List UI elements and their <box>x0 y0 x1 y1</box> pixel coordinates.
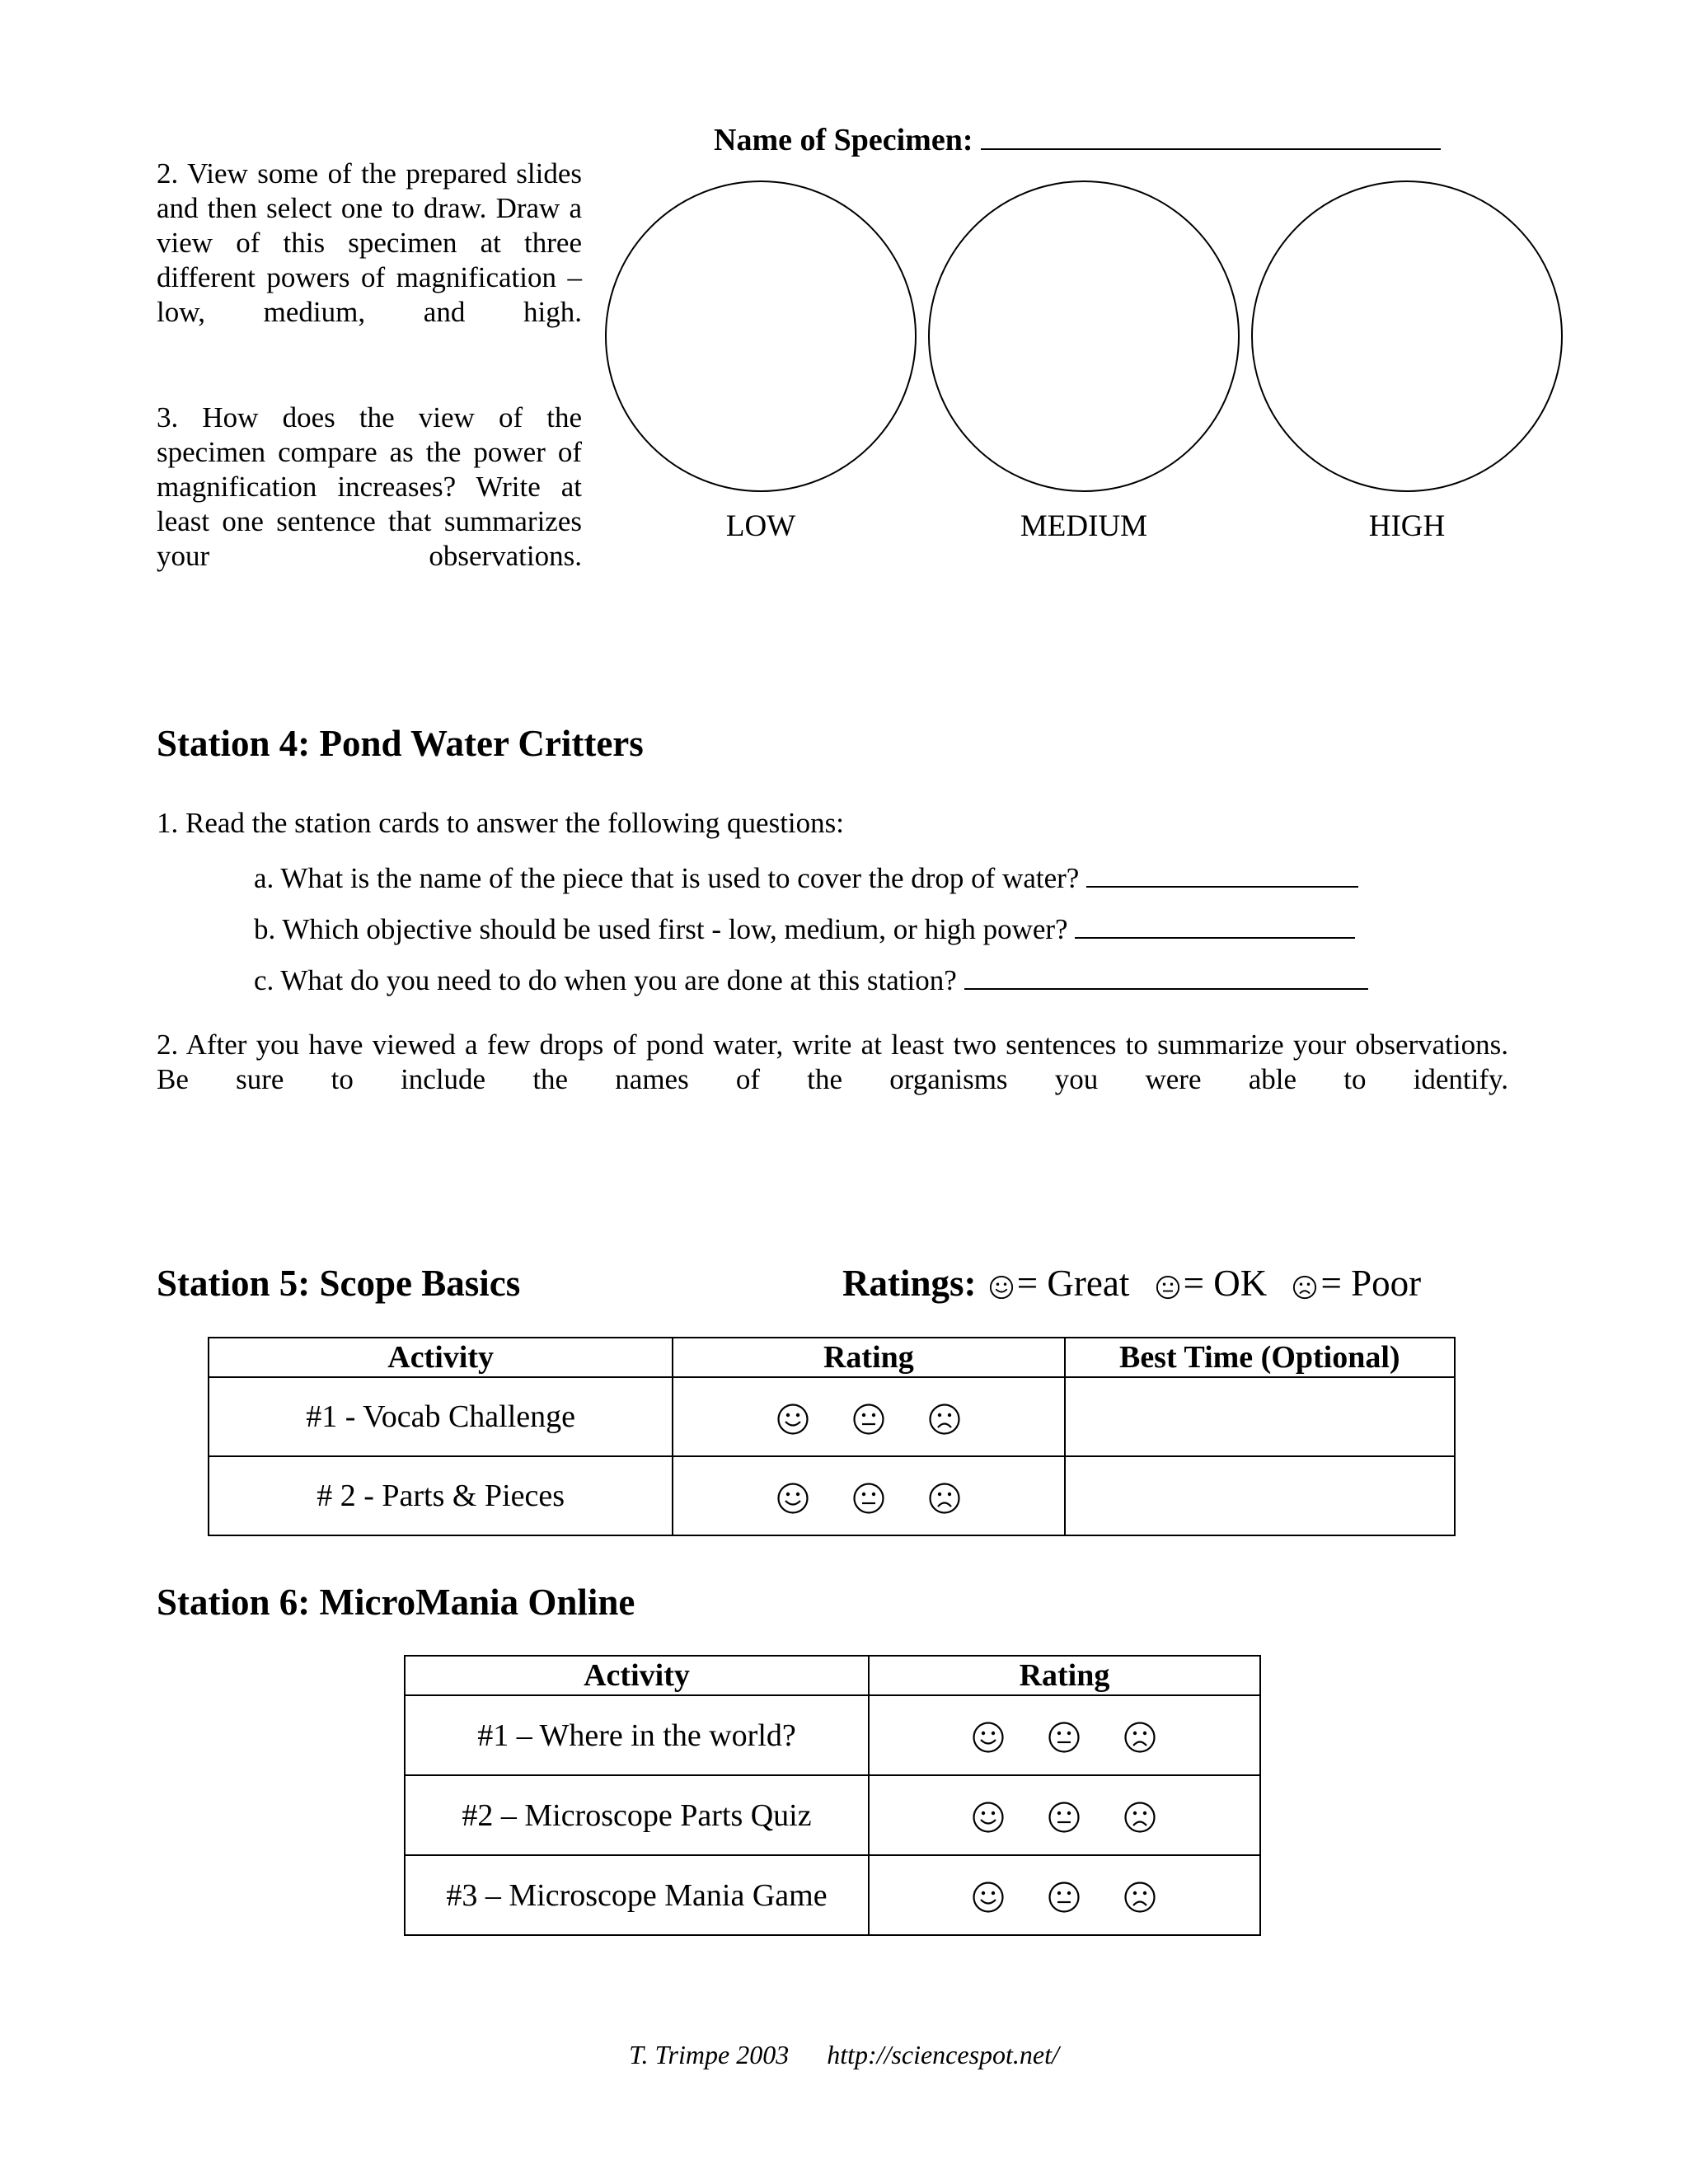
station-6-table <box>404 1655 1261 1936</box>
rating-cell <box>673 1456 1064 1535</box>
frowning-face-icon[interactable] <box>1123 1721 1156 1754</box>
table-header-row <box>209 1338 1455 1377</box>
activity-cell: #1 – Where in the world? <box>405 1695 869 1775</box>
question-c-text: c. What do you need to do when you are done at this station? <box>254 964 957 996</box>
high-label: HIGH <box>1368 509 1446 543</box>
frowning-face-icon[interactable] <box>1123 1801 1156 1834</box>
smiley-face-icon[interactable] <box>776 1482 809 1515</box>
neutral-face-icon[interactable] <box>852 1403 885 1436</box>
station-4-question-2: 2. After you have viewed a few drops of pond water, write at least two sentences to summarize your observations. Be sure to include the names of the organisms you were able to identify. <box>157 1029 1508 1095</box>
question-c-blank[interactable] <box>964 960 1368 990</box>
question-3-compare: 3. How does the view of the specimen compare as the power of magnification increases? Write at least one sentence that summarizes your observations. <box>157 401 582 572</box>
table-row <box>405 1695 1260 1775</box>
table-row <box>209 1456 1455 1535</box>
question-a-blank[interactable] <box>1086 858 1358 888</box>
question-b-text: b. Which objective should be used first - low, medium, or high power? <box>254 913 1068 945</box>
neutral-face-icon[interactable] <box>1048 1801 1081 1834</box>
station-6-title: Station 6: MicroMania Online <box>157 1582 635 1623</box>
frowning-face-icon[interactable] <box>928 1403 961 1436</box>
station-4-question-a <box>254 858 1358 896</box>
station-4-question-c <box>254 960 1368 998</box>
frowning-face-icon[interactable] <box>928 1482 961 1515</box>
low-power-circle[interactable] <box>605 180 917 492</box>
legend-great: = Great <box>1016 1263 1130 1304</box>
ratings-label: Ratings: <box>842 1263 977 1304</box>
header-rating: Rating <box>869 1656 1260 1695</box>
neutral-face-icon <box>1156 1275 1180 1300</box>
frowning-face-icon[interactable] <box>1123 1881 1156 1914</box>
station-4-question-b <box>254 909 1355 947</box>
footer-author: T. Trimpe 2003 <box>629 2040 790 2069</box>
table-row <box>405 1855 1260 1935</box>
smiley-face-icon[interactable] <box>972 1801 1005 1834</box>
question-2-draw: 2. View some of the prepared slides and then select one to draw. Draw a view of this specimen at three different powers of magnification – low, medium, and high. <box>157 157 582 328</box>
smiley-face-icon[interactable] <box>776 1403 809 1436</box>
table-row <box>405 1775 1260 1855</box>
smiley-face-icon[interactable] <box>972 1721 1005 1754</box>
table-header-row <box>405 1656 1260 1695</box>
station-5-title: Station 5: Scope Basics <box>157 1263 521 1304</box>
best-time-cell[interactable] <box>1065 1377 1455 1456</box>
rating-cell <box>869 1695 1260 1775</box>
activity-cell: #3 – Microscope Mania Game <box>405 1855 869 1935</box>
activity-cell: #2 – Microscope Parts Quiz <box>405 1775 869 1855</box>
rating-cell <box>869 1855 1260 1935</box>
header-rating: Rating <box>673 1338 1064 1377</box>
footer <box>0 2040 1688 2070</box>
specimen-name-text: Name of Specimen: <box>714 123 973 157</box>
question-b-blank[interactable] <box>1075 909 1355 939</box>
footer-url[interactable]: http://sciencespot.net/ <box>827 2040 1059 2069</box>
specimen-name-label <box>714 120 1441 157</box>
legend-poor: = Poor <box>1320 1263 1422 1304</box>
smiley-face-icon <box>989 1275 1014 1300</box>
legend-ok: = OK <box>1183 1263 1268 1304</box>
activity-cell: # 2 - Parts & Pieces <box>209 1456 673 1535</box>
neutral-face-icon[interactable] <box>1048 1721 1081 1754</box>
low-label: LOW <box>725 509 796 543</box>
best-time-cell[interactable] <box>1065 1456 1455 1535</box>
rating-cell <box>869 1775 1260 1855</box>
medium-label: MEDIUM <box>1020 509 1148 543</box>
rating-cell <box>673 1377 1064 1456</box>
header-activity: Activity <box>405 1656 869 1695</box>
high-power-circle[interactable] <box>1251 180 1563 492</box>
header-activity: Activity <box>209 1338 673 1377</box>
neutral-face-icon[interactable] <box>1048 1881 1081 1914</box>
smiley-face-icon[interactable] <box>972 1881 1005 1914</box>
station-5-table <box>208 1337 1456 1536</box>
medium-power-circle[interactable] <box>928 180 1240 492</box>
table-row <box>209 1377 1455 1456</box>
neutral-face-icon[interactable] <box>852 1482 885 1515</box>
question-a-text: a. What is the name of the piece that is used to cover the drop of water? <box>254 862 1080 894</box>
specimen-name-blank[interactable] <box>981 120 1441 150</box>
activity-cell: #1 - Vocab Challenge <box>209 1377 673 1456</box>
frowning-face-icon <box>1292 1275 1317 1300</box>
ratings-legend <box>842 1262 1421 1305</box>
header-best-time: Best Time (Optional) <box>1065 1338 1455 1377</box>
station-4-intro: 1. Read the station cards to answer the following questions: <box>157 807 845 839</box>
station-4-title: Station 4: Pond Water Critters <box>157 723 644 764</box>
